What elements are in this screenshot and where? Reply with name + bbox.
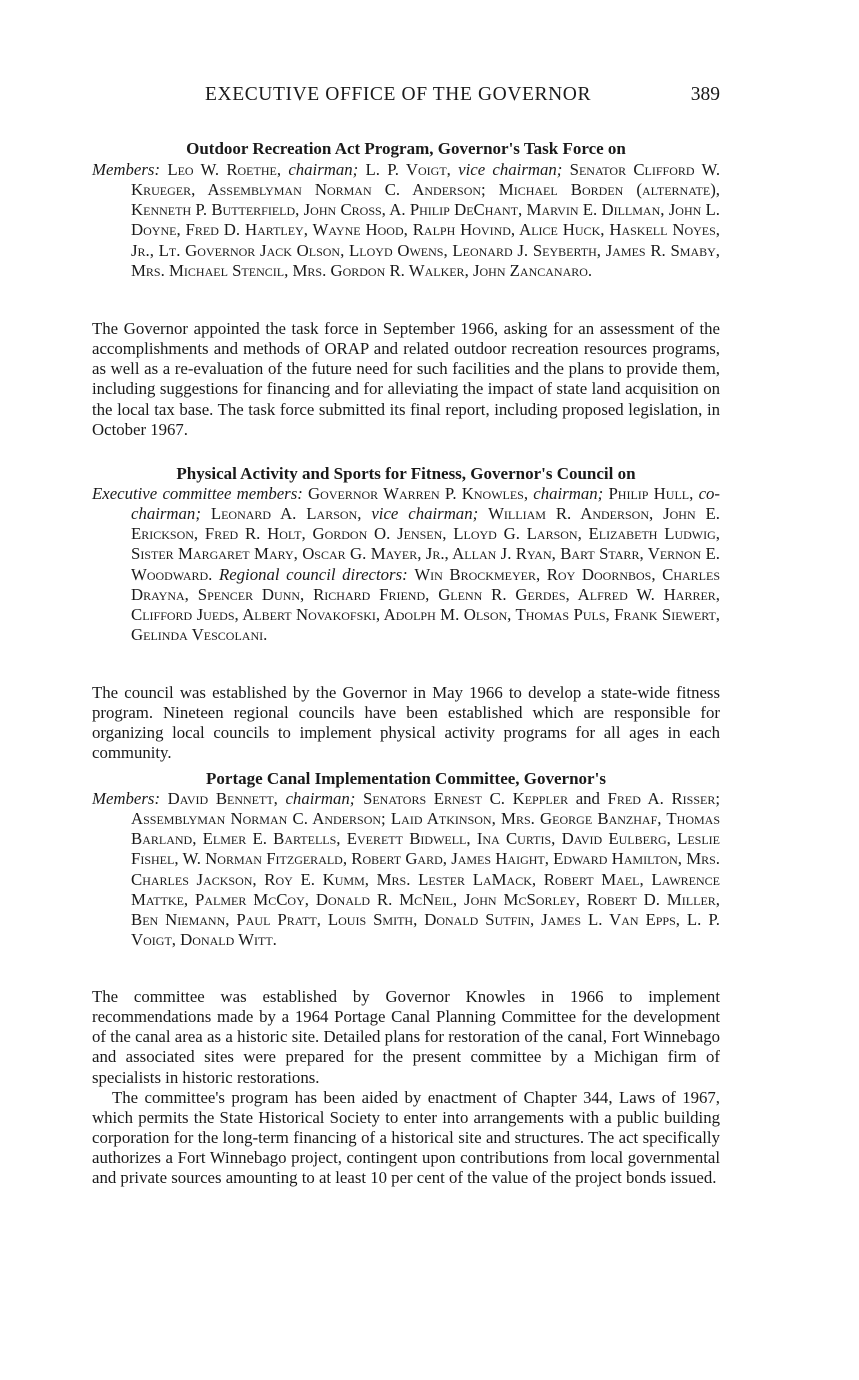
member-label: Executive committee members: xyxy=(92,484,309,503)
section-heading: Outdoor Recreation Act Program, Governor's Task Force on xyxy=(186,139,626,158)
section-heading: Portage Canal Implementation Committee, Governor's xyxy=(206,769,606,788)
member-label: Regional council directors: xyxy=(218,564,415,584)
member-role: vice chairman; xyxy=(458,160,570,179)
member-role: vice chairman; xyxy=(371,504,489,524)
member-list xyxy=(92,789,720,950)
body-paragraph: The Governor appointed the task force in September 1966, asking for an assessment of the accomplishments and methods of ORAP and related outdoor recreation resources programs, as well as a re-evaluation of the future need for such facilities and the plans to provide them, including suggestions for financing and for alleviating the impact of state land acquisition on the local tax base. The task force submitted its final report, including proposed legislation, in October 1967. xyxy=(92,319,720,439)
section-portage-canal xyxy=(92,769,720,789)
members-physical-activity xyxy=(92,484,720,645)
member-names: Leonard A. Larson, xyxy=(210,504,372,524)
member-names: Philip Hull, xyxy=(608,484,699,503)
member-role: co-chairman; xyxy=(131,484,720,524)
member-label: Members: xyxy=(92,160,168,179)
page-number: 389 xyxy=(690,84,720,105)
body-paragraph: The committee's program has been aided by enactment of Chapter 344, Laws of 1967, which permits the State Historical Society to enter into arrangements with a public building corporation for the long-term financing of a historical site and structures. The act specifically authorizes a Fort Winnebago project, contingent upon contributions from local governmental and private sources amounting to at least 10 per cent of the value of the project bonds issued. xyxy=(92,1087,720,1188)
member-label: Members: xyxy=(92,789,168,808)
body-physical-activity xyxy=(92,683,720,764)
running-head xyxy=(92,84,720,110)
members-portage-canal xyxy=(92,789,720,950)
member-names: Fred A. Risser; Assemblyman Norman C. Anderson; Laid Atkinson, Mrs. George Banzhaf, Thomas Barland, Elmer E. Bartells, Everett Bidwell, Ina Curtis, David Eulberg, Leslie Fishel, W. Norman Fitzgerald, Robert Gard, James Haight, Edward Hamilton, Mrs. Charles Jackson, Roy E. Kumm, Mrs. Lester LaMack, Robert Mael, Lawrence Mattke, Palmer McCoy, Donald R. McNeil, John McSorley, Robert D. Miller, Ben Niemann, Paul Pratt, Louis Smith, Donald Sutfin, James L. Van Epps, L. P. Voigt, Donald Witt. xyxy=(131,789,721,950)
member-role: chairman; xyxy=(285,789,364,808)
member-names: Senator Clifford W. Krueger, Assemblyman Norman C. Anderson; Michael Borden (alternate), Kenneth P. Butterfield, John Cross, A. Philip DeChant, Marvin E. Dillman, John L. Doyne, Fred D. Hartley, Wayne Hood, Ralph Hovind, Alice Huck, Haskell Noyes, Jr., Lt. Governor Jack Olson, Lloyd Owens, Leonard J. Seyberth, James R. Smaby, Mrs. Michael Stencil, Mrs. Gordon R. Walker, John Zancanaro. xyxy=(131,160,721,280)
member-names: and xyxy=(575,789,608,808)
running-title: EXECUTIVE OFFICE OF THE GOVERNOR xyxy=(205,84,592,105)
body-portage-canal xyxy=(92,987,720,1189)
member-role: chairman; xyxy=(533,484,609,503)
body-paragraph: The council was established by the Governor in May 1966 to develop a state-wide fitness program. Nineteen regional councils have been established which are responsible for organizing local councils to implement physical activity programs for all ages in each community. xyxy=(92,683,720,763)
section-outdoor-recreation xyxy=(92,139,720,159)
members-outdoor-recreation xyxy=(92,160,720,281)
body-outdoor-recreation xyxy=(92,319,720,440)
member-names: William R. Anderson, John E. Erickson, Fred R. Holt, Gordon O. Jensen, Lloyd G. Larson, Elizabeth Ludwig, Sister Margaret Mary, Oscar G. Mayer, Jr., Allan J. Ryan, Bart Starr, Vernon E. Woodward. xyxy=(131,504,720,584)
member-list xyxy=(92,160,720,281)
member-names: L. P. Voigt, xyxy=(365,160,459,179)
member-list xyxy=(92,484,720,645)
member-names: Governor Warren P. Knowles, xyxy=(308,484,534,503)
body-paragraph: The committee was established by Governor Knowles in 1966 to implement recommendations made by a 1964 Portage Canal Planning Committee for the development of the canal area as a historic site. Detailed plans for restoration of the canal, Fort Winnebago and associated sites were prepared for the present committee by a Michigan firm of specialists in historic restorations. xyxy=(92,987,720,1087)
member-names: David Bennett, xyxy=(167,789,286,808)
section-heading: Physical Activity and Sports for Fitness, Governor's Council on xyxy=(176,464,636,483)
member-names: Leo W. Roethe, xyxy=(167,160,289,179)
section-physical-activity xyxy=(92,464,720,484)
member-names: Senators Ernest C. Keppler xyxy=(363,789,576,808)
member-role: chairman; xyxy=(288,160,366,179)
member-names: Win Brockmeyer, Roy Doornbos, Charles Drayna, Spencer Dunn, Richard Friend, Glenn R. Gerdes, Alfred W. Harrer, Clifford Jueds, Albert Novakofski, Adolph M. Olson, Thomas Puls, Frank Siewert, Gelinda Vescolani. xyxy=(131,564,720,645)
